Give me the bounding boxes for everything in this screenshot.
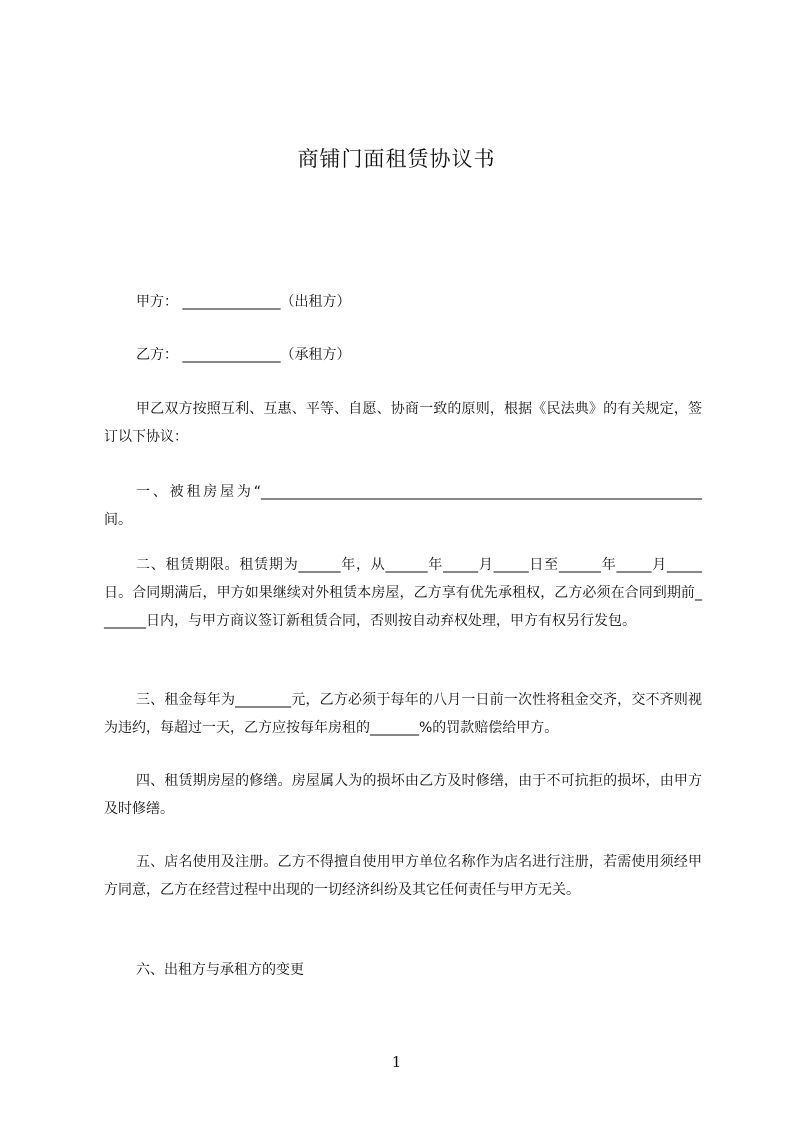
- clause-5: 五、店名使用及注册。乙方不得擅自使用甲方单位名称作为店名进行注册，若需使用须经甲方同意，乙方在经营过程中出现的一切经济纠纷及其它任何责任与甲方无关。: [104, 854, 702, 898]
- clause-2: 二、租赁期限。租赁期为______年，从______年_____月_____日至______年_____月_____日。合同期满后，甲方如果继续对外租赁本房屋，乙方享有优先承租权，乙方必须在合同到期前_______日内，与甲方商议签订新租赁合同，否则按自动弃权处理，甲方有权另行发包。: [104, 557, 702, 629]
- intro-paragraph: 甲乙双方按照互利、互惠、平等、自愿、协商一致的原则，根据《民法典》的有关规定，签订以下协议：: [104, 401, 702, 445]
- clause-3: 三、租金每年为________元，乙方必须于每年的八月一日前一次性将租金交齐，交不齐则视为违约，每超过一天，乙方应按每年房租的_______%的罚款赔偿给甲方。: [104, 692, 702, 736]
- clause-1: 一、被租房屋为“_______________________________________________________________间。: [104, 484, 702, 528]
- party-a-line: 甲方： ______________（出租方）: [136, 294, 351, 310]
- document-title: 商铺门面租赁协议书: [297, 147, 496, 171]
- clause-4: 四、租赁期房屋的修缮。房屋属人为的损坏由乙方及时修缮，由于不可抗拒的损坏，由甲方及时修缮。: [104, 773, 702, 817]
- clause-6-heading: 六、出租方与承租方的变更: [136, 962, 304, 978]
- party-b-line: 乙方： ______________（承租方）: [136, 347, 351, 363]
- page-number: 1: [391, 1053, 402, 1071]
